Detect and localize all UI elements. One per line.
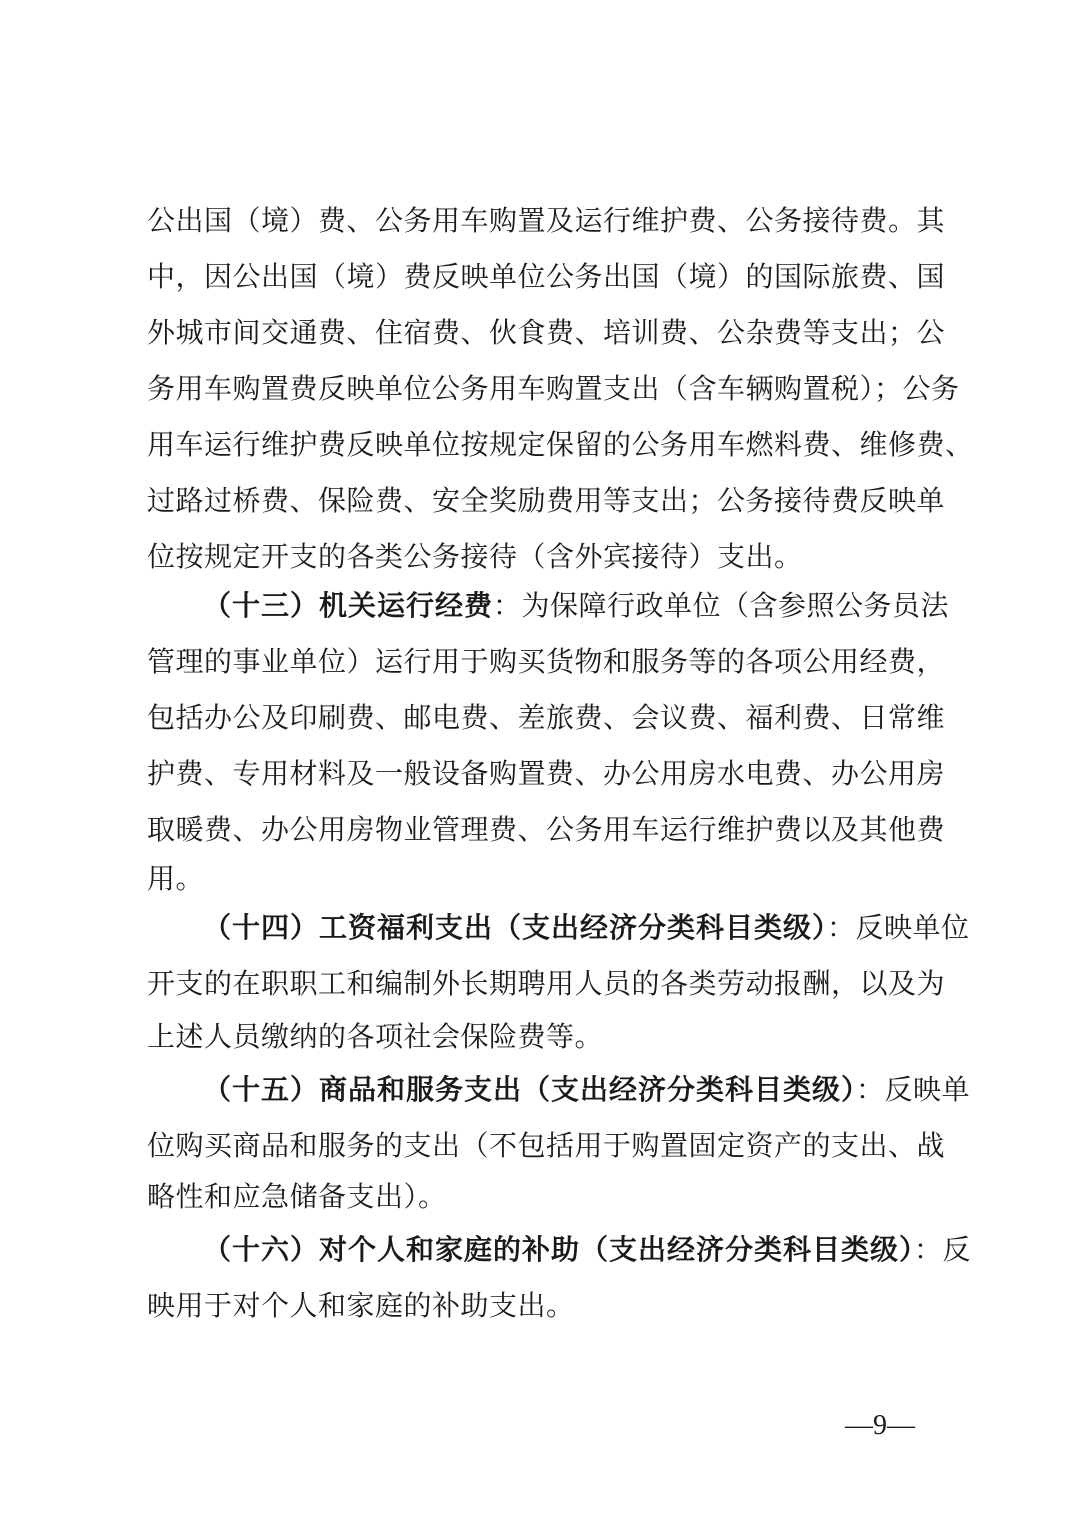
paragraph-line: 务用车购置费反映单位公务用车购置支出（含车辆购置税）；公务 xyxy=(147,372,960,405)
paragraph-line: 开支的在职职工和编制外长期聘用人员的各类劳动报酬，以及为 xyxy=(147,967,946,1000)
paragraph-line: 映用于对个人和家庭的补助支出。 xyxy=(147,1289,575,1322)
section-14-heading: （十四）工资福利支出（支出经济分类科目类级） xyxy=(203,911,828,944)
paragraph-line: 用。 xyxy=(147,862,205,895)
paragraph-line: 用车运行维护费反映单位按规定保留的公务用车燃料费、维修费、 xyxy=(147,428,974,461)
section-16-text: ：反 xyxy=(914,1233,972,1266)
paragraph-line: 过路过桥费、保险费、安全奖励费用等支出；公务接待费反映单 xyxy=(147,484,946,517)
section-14-first-line xyxy=(203,900,970,956)
section-14-text: ：反映单位 xyxy=(827,911,970,944)
section-15-text: ：反映单 xyxy=(856,1073,971,1106)
paragraph-line: 护费、专用材料及一般设备购置费、办公用房水电费、办公用房 xyxy=(147,757,946,790)
section-13-heading: （十三）机关运行经费 xyxy=(203,589,494,622)
paragraph-line: 包括办公及印刷费、邮电费、差旅费、会议费、福利费、日常维 xyxy=(147,701,946,734)
paragraph-line: 公出国（境）费、公务用车购置及运行维护费、公务接待费。其 xyxy=(147,204,946,237)
section-13-text: ：为保障行政单位（含参照公务员法 xyxy=(493,589,950,622)
paragraph-line: 略性和应急储备支出）。 xyxy=(147,1180,447,1213)
paragraph-line: 中，因公出国（境）费反映单位公务出国（境）的国际旅费、国 xyxy=(147,260,946,293)
section-15-first-line xyxy=(203,1062,971,1118)
paragraph-line: 位购买商品和服务的支出（不包括用于购置固定资产的支出、战 xyxy=(147,1129,946,1162)
paragraph-line: 外城市间交通费、住宿费、伙食费、培训费、公杂费等支出；公 xyxy=(147,316,946,349)
section-15-heading: （十五）商品和服务支出（支出经济分类科目类级） xyxy=(203,1073,857,1106)
paragraph-line: 位按规定开支的各类公务接待（含外宾接待）支出。 xyxy=(147,540,803,573)
paragraph-line: 上述人员缴纳的各项社会保险费等。 xyxy=(147,1020,604,1053)
section-13-first-line xyxy=(203,578,950,634)
page-number: —9— xyxy=(845,1410,915,1441)
paragraph-line: 管理的事业单位）运行用于购买货物和服务等的各项公用经费， xyxy=(147,645,946,678)
paragraph-line: 取暖费、办公用房物业管理费、公务用车运行维护费以及其他费 xyxy=(147,813,946,846)
section-16-heading: （十六）对个人和家庭的补助（支出经济分类科目类级） xyxy=(203,1233,915,1266)
section-16-first-line xyxy=(203,1222,972,1278)
